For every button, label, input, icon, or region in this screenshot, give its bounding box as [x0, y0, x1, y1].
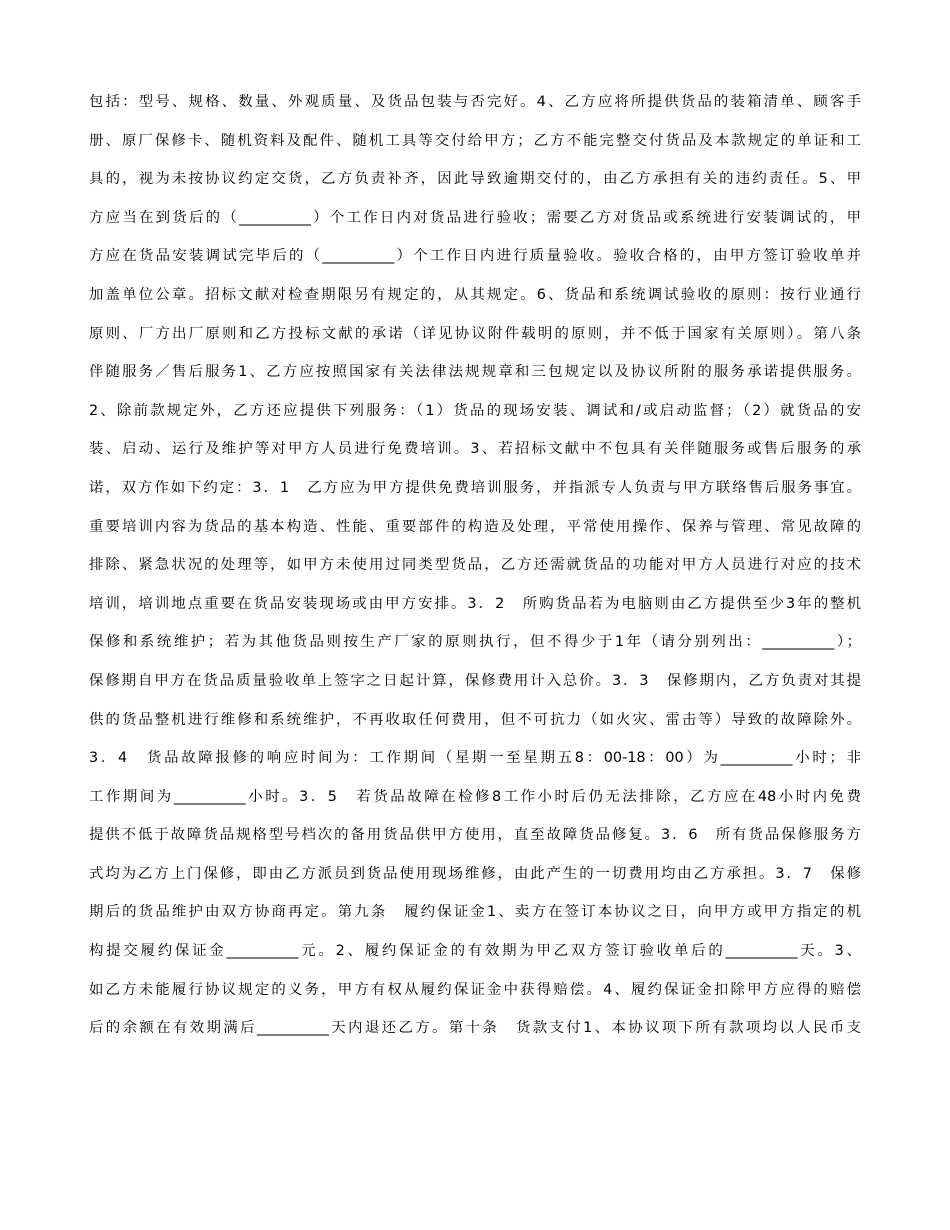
- text-line: 包括：型号、规格、数量、外观质量、及货品包装与否完好。4、乙方应将所提供货品的装箱清单、顾客手: [89, 94, 861, 110]
- text-line: 供的货品整机进行维修和系统维护，不再收取任何费用，但不可抗力（如火灾、雷击等）导致的故障除外。: [89, 711, 861, 728]
- text-line: 培训，培训地点重要在货品安装现场或由甲方安排。3．2 所购货品若为电脑则由乙方提供至少3年的整机: [89, 595, 861, 612]
- text-line: 保修和系统维护；若为其他货品则按生产厂家的原则执行，但不得少于1年（请分别列出：__________）；: [89, 634, 861, 651]
- text-line: 后的余额在有效期满后__________天内退还乙方。第十条 货款支付1、本协议项下所有款项均以人民币支: [89, 1020, 861, 1037]
- text-line: 提供不低于故障货品规格型号档次的备用货品供甲方使用，直至故障货品修复。3．6 所有货品保修服务方: [89, 827, 861, 844]
- text-line: 诺，双方作如下约定：3．1 乙方应为甲方提供免费培训服务，并指派专人负责与甲方联络售后服务事宜。: [89, 479, 861, 496]
- text-line: 保修期自甲方在货品质量验收单上签字之日起计算，保修费用计入总价。3．3 保修期内，乙方负责对其提: [89, 672, 861, 689]
- text-line: 构提交履约保证金__________元。2、履约保证金的有效期为甲乙双方签订验收单后的__________天。3、: [89, 943, 861, 960]
- text-line: 装、启动、运行及维护等对甲方人员进行免费培训。3、若招标文献中不包具有关伴随服务或售后服务的承: [89, 441, 861, 458]
- text-line: 伴随服务／售后服务1、乙方应按照国家有关法律法规规章和三包规定以及协议所附的服务承诺提供服务。: [89, 364, 861, 381]
- text-line: 2、除前款规定外，乙方还应提供下列服务：（1）货品的现场安装、调试和/或启动监督；（2）就货品的安: [89, 402, 861, 419]
- text-line: 式均为乙方上门保修，即由乙方派员到货品使用现场维修，由此产生的一切费用均由乙方承担。3．7 保修: [89, 865, 861, 882]
- text-line: 方应在货品安装调试完毕后的（__________）个工作日内进行质量验收。验收合格的，由甲方签订验收单并: [89, 248, 861, 265]
- text-line: 方应当在到货后的（__________）个工作日内对货品进行验收；需要乙方对货品或系统进行安装调试的，甲: [89, 209, 861, 226]
- text-line: 如乙方未能履行协议规定的义务，甲方有权从履约保证金中获得赔偿。4、履约保证金扣除甲方应得的赔偿: [89, 981, 861, 998]
- text-line: 3．4 货品故障报修的响应时间为：工作期间（星期一至星期五8：00-18：00）为__________小时；非: [89, 750, 861, 767]
- text-line: 册、原厂保修卡、随机资料及配件、随机工具等交付给甲方；乙方不能完整交付货品及本款规定的单证和工: [89, 132, 861, 149]
- text-line: 期后的货品维护由双方协商再定。第九条 履约保证金1、卖方在签订本协议之日，向甲方或甲方指定的机: [89, 904, 861, 921]
- text-line: 原则、厂方出厂原则和乙方投标文献的承诺（详见协议附件载明的原则，并不低于国家有关原则）。第八条: [89, 325, 861, 342]
- text-line: 具的，视为未按协议约定交货，乙方负责补齐，因此导致逾期交付的，由乙方承担有关的违约责任。5、甲: [89, 171, 861, 188]
- text-line: 工作期间为__________小时。3．5 若货品故障在检修8工作小时后仍无法排除，乙方应在48小时内免费: [89, 788, 861, 805]
- text-line: 排除、紧急状况的处理等，如甲方未使用过同类型货品，乙方还需就货品的功能对甲方人员进行对应的技术: [89, 557, 861, 574]
- text-line: 加盖单位公章。招标文献对检查期限另有规定的，从其规定。6、货品和系统调试验收的原则：按行业通行: [89, 286, 861, 303]
- text-line: 重要培训内容为货品的基本构造、性能、重要部件的构造及处理，平常使用操作、保养与管理、常见故障的: [89, 518, 861, 535]
